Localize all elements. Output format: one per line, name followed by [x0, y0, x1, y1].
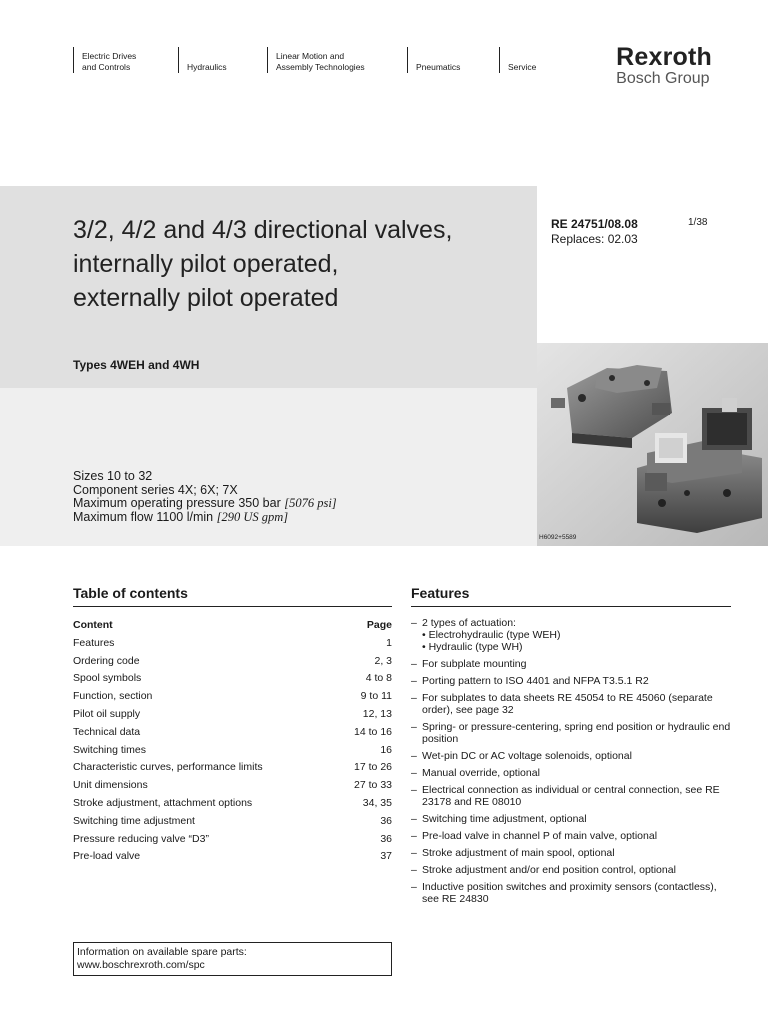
feature-dash: – — [411, 617, 417, 629]
feature-text: Switching time adjustment, optional — [422, 813, 587, 825]
feature-dash: – — [411, 813, 417, 825]
brand-logo — [616, 44, 712, 88]
product-photo — [537, 343, 768, 546]
toc-row-label: Switching time adjustment — [73, 814, 195, 827]
feature-text: Wet-pin DC or AC voltage solenoids, optional — [422, 750, 632, 762]
nav-linear-motion[interactable] — [267, 47, 406, 73]
document-reference — [551, 217, 638, 247]
feature-text: 2 types of actuation: — [422, 617, 516, 629]
feature-text: Stroke adjustment of main spool, optional — [422, 847, 615, 859]
feature-dash: – — [411, 830, 417, 842]
feature-dash: – — [411, 847, 417, 859]
title-line: internally pilot operated, — [73, 250, 339, 278]
feature-item — [411, 750, 731, 762]
table-of-contents — [73, 617, 392, 866]
feature-dash: – — [411, 750, 417, 762]
nav-label: Linear Motion and Assembly Technologies — [276, 51, 365, 72]
specs-block — [73, 470, 337, 524]
brand-name: Rexroth — [616, 43, 712, 71]
title-line: externally pilot operated — [73, 284, 339, 312]
toc-row-label: Function, section — [73, 690, 153, 703]
page-title — [73, 213, 452, 315]
features-list — [411, 617, 731, 910]
toc-row-label: Characteristic curves, performance limits — [73, 761, 263, 774]
toc-row[interactable] — [73, 688, 392, 706]
nav-label: Pneumatics — [416, 62, 461, 72]
feature-subitem: • Hydraulic (type WH) — [422, 641, 523, 653]
valve-illustration — [537, 343, 768, 546]
toc-row[interactable] — [73, 635, 392, 653]
toc-row[interactable] — [73, 795, 392, 813]
toc-row-page: 17 to 26 — [354, 761, 392, 774]
feature-dash: – — [411, 675, 417, 687]
toc-col-page: Page — [366, 619, 392, 631]
spare-parts-link[interactable]: www.boschrexroth.com/spc — [77, 959, 205, 971]
feature-text: For subplates to data sheets RE 45054 to RE 45060 (separate order), see page 32 — [422, 692, 713, 716]
nav-hydraulics[interactable] — [178, 47, 267, 73]
toc-row-label: Spool symbols — [73, 672, 142, 685]
feature-text: Manual override, optional — [422, 767, 540, 779]
toc-row[interactable] — [73, 706, 392, 724]
spec-pressure: Maximum operating pressure 350 bar [5076 psi] — [73, 496, 337, 510]
feature-dash: – — [411, 721, 417, 733]
toc-row-label: Pilot oil supply — [73, 707, 141, 720]
spec-series: Component series 4X; 6X; 7X — [73, 482, 238, 497]
nav-label: Hydraulics — [187, 62, 227, 72]
feature-dash: – — [411, 767, 417, 779]
feature-dash: – — [411, 864, 417, 876]
feature-text: For subplate mounting — [422, 658, 527, 670]
spare-parts-text: Information on available spare parts: — [77, 946, 247, 958]
feature-item — [411, 784, 731, 808]
toc-row-label: Ordering code — [73, 654, 140, 667]
spec-flow: Maximum flow 1100 l/min [290 US gpm] — [73, 509, 289, 524]
spec-pressure-us: [5076 psi] — [284, 496, 337, 510]
spec-sizes: Sizes 10 to 32 — [73, 469, 153, 483]
toc-row[interactable] — [73, 848, 392, 866]
toc-row-label: Pre-load valve — [73, 850, 141, 863]
features-heading: Features — [411, 585, 731, 607]
feature-text: Pre-load valve in channel P of main valve, optional — [422, 830, 658, 842]
toc-row-page: 34, 35 — [362, 796, 392, 809]
feature-item — [411, 767, 731, 779]
toc-row-page: 36 — [380, 832, 392, 845]
spec-flow-us: [290 US gpm] — [216, 509, 289, 524]
toc-row-label: Unit dimensions — [73, 779, 148, 792]
toc-row-label: Technical data — [73, 725, 141, 738]
nav-label: Electric Drives and Controls — [82, 51, 137, 72]
feature-item — [411, 675, 731, 687]
types-label: Types 4WEH and 4WH — [73, 358, 200, 372]
toc-row-page: 2, 3 — [374, 654, 392, 667]
feature-item — [411, 658, 731, 670]
toc-heading: Table of contents — [73, 585, 392, 607]
feature-dash: – — [411, 784, 417, 796]
feature-text: Stroke adjustment and/or end position control, optional — [422, 864, 676, 876]
feature-item — [411, 617, 731, 653]
feature-text: Electrical connection as individual or central connection, see RE 23178 and RE 08010 — [422, 784, 720, 808]
page-number: 1/38 — [688, 217, 708, 228]
feature-item — [411, 721, 731, 745]
toc-row-label: Features — [73, 636, 115, 649]
feature-item — [411, 830, 731, 842]
nav-electric-drives[interactable] — [73, 47, 177, 73]
feature-item — [411, 692, 731, 716]
nav-label: Service — [508, 62, 537, 72]
feature-text: Porting pattern to ISO 4401 and NFPA T3.5.1 R2 — [422, 675, 649, 687]
toc-header-row — [73, 617, 392, 635]
toc-row-label: Pressure reducing valve “D3” — [73, 832, 209, 845]
feature-text: Inductive position switches and proximity sensors (contactless), see RE 24830 — [422, 881, 717, 905]
photo-caption: H6092+5589 — [539, 534, 577, 541]
document-replaces: Replaces: 02.03 — [551, 232, 638, 246]
feature-dash: – — [411, 658, 417, 670]
toc-row[interactable] — [73, 777, 392, 795]
toc-row-page: 16 — [380, 743, 392, 756]
toc-row-page: 37 — [380, 850, 392, 863]
spare-parts-box — [73, 942, 392, 976]
toc-row-page: 4 to 8 — [365, 672, 392, 685]
feature-dash: – — [411, 881, 417, 893]
nav-service[interactable] — [499, 47, 568, 73]
toc-row[interactable] — [73, 813, 392, 831]
document-number: RE 24751/08.08 — [551, 217, 638, 231]
toc-row[interactable] — [73, 759, 392, 777]
title-line: 3/2, 4/2 and 4/3 directional valves, — [73, 216, 453, 244]
toc-row[interactable] — [73, 724, 392, 742]
toc-row-label: Stroke adjustment, attachment options — [73, 796, 253, 809]
feature-subitem: • Electrohydraulic (type WEH) — [422, 629, 561, 641]
toc-row[interactable] — [73, 670, 392, 688]
brand-group: Bosch Group — [616, 70, 710, 87]
feature-text: Spring- or pressure-centering, spring end position or hydraulic end position — [422, 721, 731, 745]
feature-dash: – — [411, 692, 417, 704]
toc-row[interactable] — [73, 831, 392, 849]
toc-row[interactable] — [73, 653, 392, 671]
toc-row-label: Switching times — [73, 743, 146, 756]
toc-row-page: 9 to 11 — [360, 690, 392, 703]
toc-row[interactable] — [73, 742, 392, 760]
toc-row-page: 36 — [380, 814, 392, 827]
toc-row-page: 27 to 33 — [354, 779, 392, 792]
feature-item — [411, 881, 731, 905]
feature-item — [411, 813, 731, 825]
toc-col-content: Content — [73, 619, 113, 631]
nav-pneumatics[interactable] — [407, 47, 496, 73]
feature-item — [411, 864, 731, 876]
toc-row-page: 1 — [386, 636, 392, 649]
toc-row-page: 12, 13 — [362, 707, 392, 720]
feature-item — [411, 847, 731, 859]
toc-row-page: 14 to 16 — [354, 725, 392, 738]
